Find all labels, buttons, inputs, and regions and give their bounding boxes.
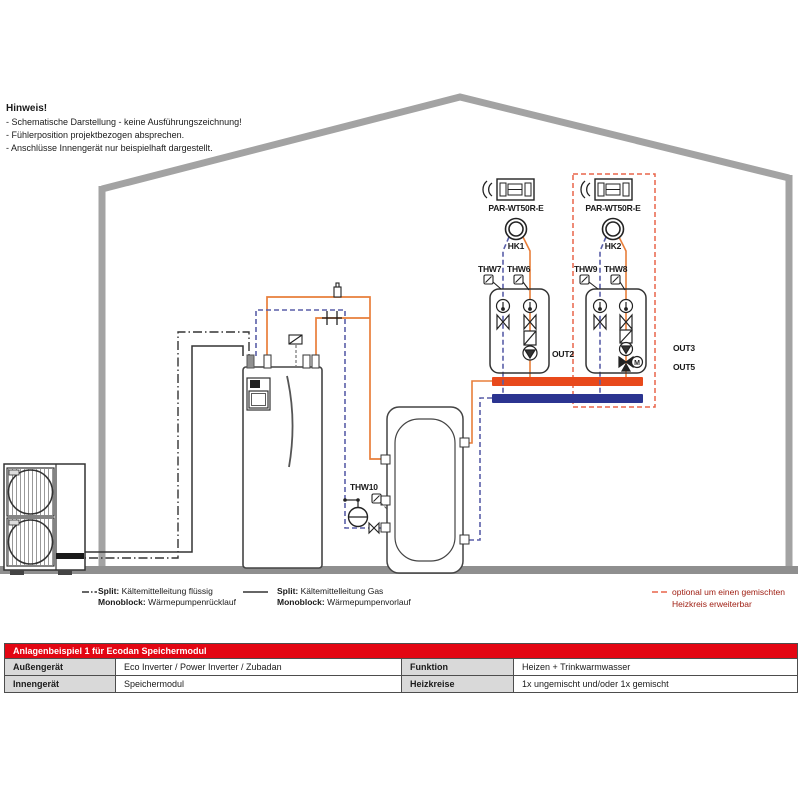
table-row (5, 675, 797, 692)
legend-item-2 (277, 586, 411, 608)
thw-sensor-icons (484, 275, 625, 290)
valve-icon (369, 523, 379, 533)
legend-item-1 (98, 586, 236, 608)
legend-prefix: Split: (98, 586, 120, 596)
legend-prefix: Monoblock: (277, 597, 325, 607)
buffer-tank (381, 407, 469, 573)
controller2-model-label: PAR-WT50R-E (585, 203, 641, 213)
wireless-signal-icon (489, 183, 492, 196)
table-cell-label: Innengerät (5, 676, 115, 692)
thw10-label: THW10 (350, 482, 378, 492)
heating-flow-pipe-branch (316, 318, 370, 356)
return-pipe-manifold-to-tank (463, 398, 492, 540)
optional-note-line2: Heizkreis erweiterbar (672, 599, 752, 609)
table-cell-value: Eco Inverter / Power Inverter / Zubadan (115, 659, 401, 675)
tank-stub (381, 455, 390, 464)
legend-text: Kältemittelleitung Gas (298, 586, 384, 596)
valve-flag-icon (289, 335, 302, 366)
table-cell-value: 1x ungemischt und/oder 1x gemischt (513, 676, 795, 692)
remote-controller-1 (483, 179, 534, 200)
optional-circuit-note (672, 586, 785, 610)
spec-table-header: Anlagenbeispiel 1 für Ecodan Speichermodul (5, 644, 797, 658)
table-cell-label: Heizkreise (401, 676, 513, 692)
pipe-stub (264, 355, 271, 368)
thw9-label: THW9 (574, 264, 598, 274)
pipe-connection-plate (56, 553, 84, 559)
note-line: - Schematische Darstellung - keine Ausführungszeichnung! (6, 117, 242, 127)
out2-label: OUT2 (552, 349, 574, 359)
outdoor-unit (4, 464, 85, 575)
air-vent-icon (334, 283, 341, 297)
optional-note-line1: optional um einen gemischten (672, 587, 785, 597)
indoor-unit (243, 355, 322, 568)
legend-text: Wärmepumpenvorlauf (324, 597, 411, 607)
supply-manifold-bar (492, 377, 643, 386)
controller1-model-label: PAR-WT50R-E (488, 203, 544, 213)
pipe-stub (312, 355, 319, 368)
note-line: - Anschlüsse Innengerät nur beispielhaft dargestellt. (6, 143, 213, 153)
out5-label: OUT5 (673, 362, 695, 372)
shutoff-valve-marks (322, 311, 342, 325)
table-cell-label: Außengerät (5, 659, 115, 675)
spec-table (4, 643, 798, 693)
hk1-label: HK1 (507, 241, 525, 251)
legend-prefix: Split: (277, 586, 299, 596)
pipe-stub (303, 355, 310, 368)
thw6-label: THW6 (507, 264, 531, 274)
table-row (5, 658, 797, 675)
hk2-label: HK2 (604, 241, 622, 251)
panel-display (250, 380, 260, 388)
pipe-stub (247, 355, 254, 368)
tank-stub (381, 523, 390, 532)
svg-text:M: M (634, 360, 640, 367)
hk1-circle (506, 219, 527, 240)
thw7-label: THW7 (478, 264, 502, 274)
tank-stub (460, 438, 469, 447)
legend-text: Wärmepumpenrücklauf (145, 597, 236, 607)
table-cell-value: Speichermodul (115, 676, 401, 692)
heating-circuit-2-components (594, 300, 643, 372)
table-cell-label: Funktion (401, 659, 513, 675)
hk2-circle (603, 219, 624, 240)
notes-title: Hinweis! (6, 103, 48, 114)
legend-text: Kältemittelleitung flüssig (119, 586, 213, 596)
table-cell-value: Heizen + Trinkwarmwasser (513, 659, 795, 675)
supply-pipe-tank-to-manifold (463, 381, 492, 443)
tank-stub (460, 535, 469, 544)
note-line: - Fühlerposition projektbezogen absprechen. (6, 130, 185, 140)
out3-label: OUT3 (673, 343, 695, 353)
return-manifold-bar (492, 394, 643, 403)
legend-prefix: Monoblock: (98, 597, 146, 607)
wireless-signal-icon (587, 183, 590, 196)
thw8-label: THW8 (604, 264, 628, 274)
remote-controller-2 (581, 179, 632, 200)
mixing-valve-icon (619, 357, 643, 372)
